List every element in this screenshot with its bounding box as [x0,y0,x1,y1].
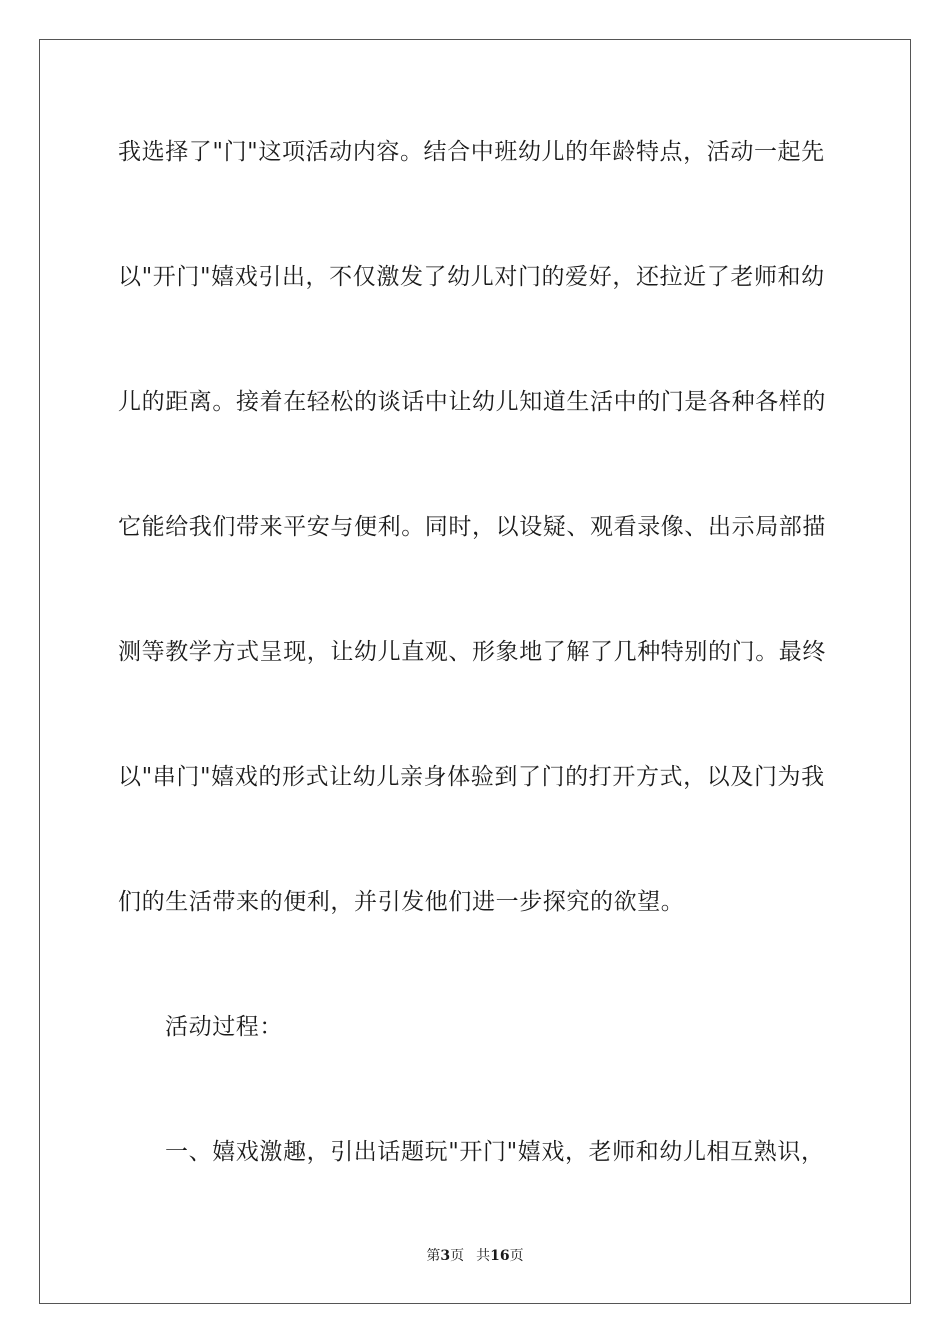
total-prefix: 共 [476,1248,491,1264]
paragraph-line-3: 儿的距离。接着在轻松的谈话中让幼儿知道生活中的门是各种各样的 [118,389,826,415]
paragraph-line-6: 以"串门"嬉戏的形式让幼儿亲身体验到了门的打开方式，以及门为我 [118,764,825,790]
total-page-count: 16 [490,1248,510,1264]
paragraph-line-5: 测等教学方式呈现，让幼儿直观、形象地了解了几种特别的门。最终 [118,639,826,665]
total-suffix: 页 [509,1248,524,1264]
step-one-line: 一、嬉戏激趣，引出话题玩"开门"嬉戏，老师和幼儿相互熟识， [165,1139,825,1165]
paragraph-line-7: 们的生活带来的便利，并引发他们进一步探究的欲望。 [118,889,685,915]
document-body [118,130,838,1255]
page-prefix: 第 [426,1248,441,1264]
paragraph-line-4: 它能给我们带来平安与便利。同时，以设疑、观看录像、出示局部描 [118,514,826,540]
paragraph-line-1: 我选择了"门"这项活动内容。结合中班幼儿的年龄特点，活动一起先 [118,139,825,165]
section-heading: 活动过程： [165,1014,283,1040]
page-footer [0,1245,950,1265]
page-suffix: 页 [450,1248,465,1264]
paragraph-line-2: 以"开门"嬉戏引出，不仅激发了幼儿对门的爱好，还拉近了老师和幼 [118,264,825,290]
current-page-number: 3 [440,1248,451,1264]
